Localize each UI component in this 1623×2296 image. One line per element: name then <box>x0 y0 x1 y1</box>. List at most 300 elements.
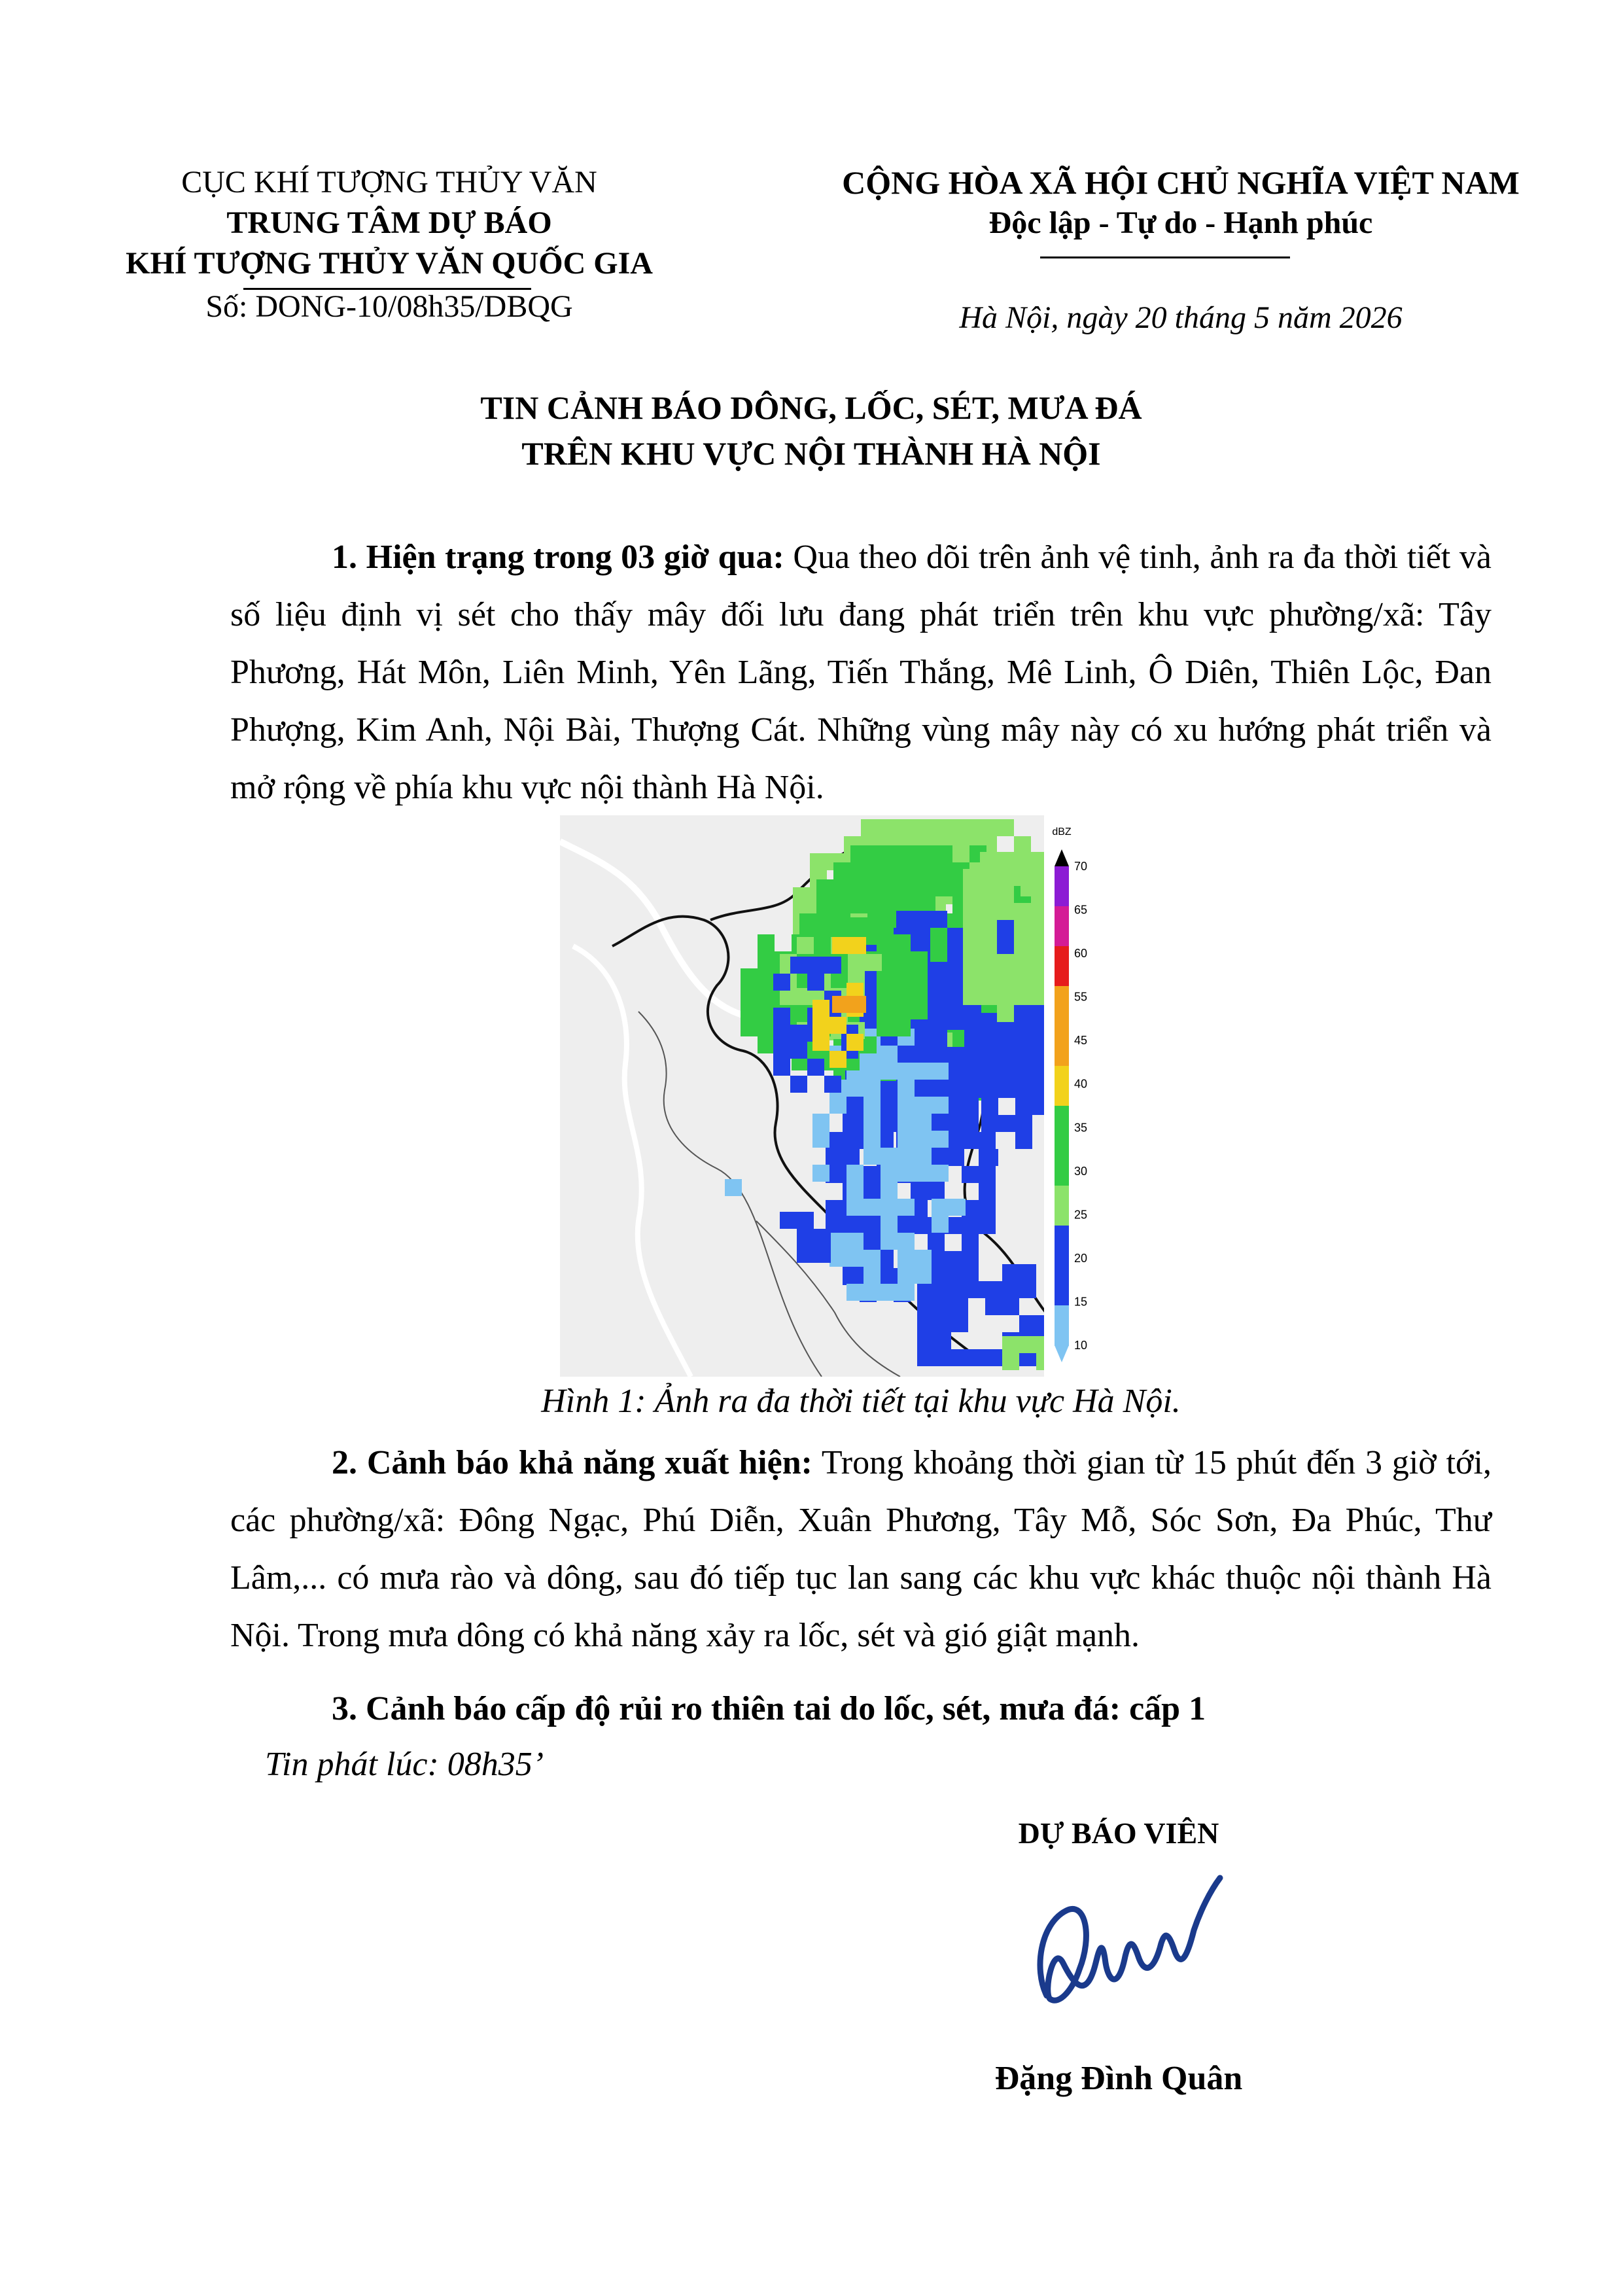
echo-green <box>826 917 843 934</box>
echo-light-green <box>997 852 1014 869</box>
echo-light-green <box>1019 1336 1036 1353</box>
echo-dark-blue <box>981 1098 998 1115</box>
echo-light-green <box>793 887 810 904</box>
echo-green <box>935 862 952 879</box>
echo-light-blue <box>846 1250 864 1267</box>
echo-light-green <box>963 937 980 954</box>
center-name-line1: TRUNG TÂM DỰ BÁO <box>226 205 552 240</box>
echo-light-green <box>1002 1336 1019 1353</box>
echo-light-green <box>997 1005 1014 1022</box>
echo-green <box>884 879 901 896</box>
echo-dark-blue <box>964 1064 981 1081</box>
echo-green <box>758 934 775 951</box>
document-number <box>98 287 680 327</box>
echo-dark-blue <box>913 1047 930 1064</box>
echo-dark-blue <box>1015 1013 1032 1030</box>
echo-light-blue <box>932 1131 949 1148</box>
echo-dark-blue <box>1019 1281 1036 1298</box>
colorbar-tick-label: 35 <box>1074 1121 1088 1135</box>
echo-dark-blue <box>985 1298 1002 1315</box>
echo-light-blue <box>864 1080 881 1097</box>
echo-green <box>758 1036 775 1053</box>
colorbar-band <box>1055 866 1069 907</box>
echo-dark-blue <box>780 1212 797 1229</box>
echo-green <box>816 896 833 913</box>
echo-dark-blue <box>843 1132 860 1149</box>
echo-light-blue <box>812 1114 829 1131</box>
echo-dark-blue <box>930 1013 947 1030</box>
echo-green <box>894 968 911 985</box>
echo-light-green <box>810 853 827 870</box>
echo-light-blue <box>846 1199 864 1216</box>
echo-dark-blue <box>951 1281 968 1298</box>
echo-light-green <box>963 869 980 886</box>
echo-dark-blue <box>1019 1315 1036 1332</box>
echo-dark-blue <box>962 1166 979 1183</box>
echo-green <box>935 879 952 896</box>
echo-light-green <box>980 852 997 869</box>
echo-dark-blue <box>979 1183 996 1200</box>
echo-light-blue <box>898 1250 915 1267</box>
echo-green <box>758 1002 775 1019</box>
echo-dark-blue <box>934 1349 951 1366</box>
echo-light-green <box>861 819 878 836</box>
echo-dark-blue <box>843 1217 860 1234</box>
echo-light-green <box>997 971 1014 988</box>
echo-dark-blue <box>945 1081 962 1098</box>
echo-dark-blue <box>814 1246 831 1263</box>
signature-mark <box>1021 1865 1243 2048</box>
echo-light-blue <box>881 1148 898 1165</box>
echo-dark-blue <box>928 1183 945 1200</box>
echo-light-blue <box>829 1097 846 1114</box>
echo-green <box>935 845 952 862</box>
echo-dark-blue <box>917 1298 934 1315</box>
echo-light-green <box>997 819 1014 836</box>
echo-dark-blue <box>979 1132 996 1149</box>
echo-light-green <box>980 920 997 937</box>
echo-light-blue <box>932 1216 949 1233</box>
echo-light-blue <box>932 1199 949 1216</box>
echo-light-green <box>997 869 1014 886</box>
echo-dark-blue <box>979 1217 996 1234</box>
echo-light-blue <box>881 1216 898 1233</box>
echo-light-green <box>1014 836 1031 853</box>
echo-light-blue <box>812 1131 829 1148</box>
echo-yellow <box>829 1051 846 1068</box>
echo-green <box>860 917 877 934</box>
echo-dark-blue <box>1002 1281 1019 1298</box>
echo-green <box>918 862 935 879</box>
header-left <box>98 162 680 327</box>
colorbar-tick-label: 55 <box>1074 990 1088 1004</box>
echo-light-green <box>1014 988 1031 1005</box>
colorbar-tick-label: 45 <box>1074 1034 1088 1048</box>
echo-green <box>850 845 867 862</box>
echo-dark-blue <box>843 1268 860 1285</box>
header-right <box>778 162 1583 243</box>
echo-dark-blue <box>979 1166 996 1183</box>
echo-light-blue <box>915 1250 932 1267</box>
echo-light-green <box>797 937 814 954</box>
echo-light-blue <box>864 1114 881 1131</box>
echo-dark-blue <box>947 996 964 1013</box>
echo-dark-blue <box>964 1013 981 1030</box>
echo-dark-blue <box>934 1332 951 1349</box>
echo-light-blue <box>846 1165 864 1182</box>
section-1-lead: 1. Hiện trạng trong 03 giờ qua: <box>332 539 784 576</box>
echo-light-green <box>895 819 912 836</box>
echo-light-blue <box>949 1199 966 1216</box>
signer-role: DỰ BÁO VIÊN <box>1018 1816 1219 1850</box>
echo-dark-blue <box>911 1183 928 1200</box>
colorbar-tick-label: 20 <box>1074 1251 1088 1265</box>
echo-light-blue <box>881 1284 898 1301</box>
echo-dark-blue <box>998 1081 1015 1098</box>
center-name-line2: KHÍ TƯỢNG THỦY VĂN QUỐC GIA <box>126 246 653 281</box>
colorbar-tick-label: 65 <box>1074 903 1088 917</box>
echo-dark-blue <box>930 962 947 979</box>
echo-dark-blue <box>790 1076 807 1093</box>
echo-light-blue <box>915 1063 932 1080</box>
section-1-body: Qua theo dõi trên ảnh vệ tinh, ảnh ra đa thời tiết và số liệu định vị sét cho thấy mây đối lưu đang phát triển trên khu vực phường/xã: Tây Phương, Hát Môn, Liên Minh, Yên Lãng, Tiến Thắng, Mê Linh, Ô Diên, Thiên Lộc, Đan Phượng, Kim Anh, Nội Bài, Thượng Cát. Những vùng mây này có xu hướng phát triển và mở rộng về phía khu vực nội thành Hà Nội. <box>230 539 1492 806</box>
echo-dark-blue <box>773 974 790 991</box>
motto-underline <box>1040 256 1290 258</box>
section-1 <box>230 529 1492 817</box>
echo-dark-blue <box>951 1264 968 1281</box>
echo-light-green <box>963 971 980 988</box>
echo-dark-blue <box>860 1217 877 1234</box>
colorbar-band <box>1055 1146 1069 1186</box>
echo-green <box>911 1002 928 1019</box>
echo-green <box>884 862 901 879</box>
echo-green <box>901 879 918 896</box>
echo-dark-blue <box>913 1030 930 1047</box>
echo-light-blue <box>864 1097 881 1114</box>
colorbar-band <box>1055 1066 1069 1106</box>
section-2-body: Trong khoảng thời gian từ 15 phút đến 3 giờ tới, các phường/xã: Đông Ngạc, Phú Diễn, Xuân Phương, Tây Mỗ, Sóc Sơn, Đa Phúc, Thư Lâm,... có mưa rào và dông, sau đó tiếp tục lan sang các khu vực khác thuộc nội thành Hà Nội. Trong mưa dông có khả năng xảy ra lốc, sét và gió giật mạnh. <box>230 1444 1492 1654</box>
echo-green <box>758 968 775 985</box>
echo-dark-blue <box>824 957 841 974</box>
document-number-prefix: Số: <box>205 289 256 324</box>
echo-light-blue <box>864 1267 881 1284</box>
echo-light-blue <box>898 1080 915 1097</box>
echo-green <box>867 896 884 913</box>
echo-light-blue <box>898 1131 915 1148</box>
section-2 <box>230 1434 1492 1665</box>
echo-dark-blue <box>998 928 1015 945</box>
echo-dark-blue <box>962 1132 979 1149</box>
echo-green <box>741 1019 758 1036</box>
echo-dark-blue <box>934 1315 951 1332</box>
echo-dark-blue <box>773 1042 790 1059</box>
echo-light-blue <box>915 1097 932 1114</box>
signer-name: Đặng Đình Quân <box>994 2060 1243 2097</box>
echo-green <box>894 1019 911 1036</box>
echo-light-green <box>1014 903 1031 920</box>
echo-green <box>850 896 867 913</box>
echo-light-blue <box>898 1114 915 1131</box>
echo-light-blue <box>846 1284 864 1301</box>
echo-light-green <box>980 886 997 903</box>
echo-dark-blue <box>962 1234 979 1251</box>
echo-dark-blue <box>930 1047 947 1064</box>
echo-light-green <box>963 903 980 920</box>
echo-dark-blue <box>998 1115 1015 1132</box>
republic-name: CỘNG HÒA XÃ HỘI CHỦ NGHĨA VIỆT NAM <box>842 164 1520 201</box>
echo-green <box>901 862 918 879</box>
echo-dark-blue <box>896 911 913 928</box>
echo-green <box>867 845 884 862</box>
echo-dark-blue <box>1015 1132 1032 1149</box>
issued-time: Tin phát lúc: 08h35’ <box>265 1746 544 1783</box>
echo-dark-blue <box>826 1200 843 1217</box>
echo-light-blue <box>898 1165 915 1182</box>
echo-green <box>833 862 850 879</box>
echo-dark-blue <box>913 928 930 945</box>
colorbar-tick-label: 10 <box>1074 1339 1088 1352</box>
echo-light-blue <box>932 1165 949 1182</box>
document-title <box>98 385 1524 476</box>
echo-dark-blue <box>807 974 824 991</box>
echo-light-green <box>1014 920 1031 937</box>
echo-dark-blue <box>1015 1030 1032 1047</box>
echo-yellow <box>829 1017 846 1034</box>
echo-dark-blue <box>951 1298 968 1315</box>
radar-map <box>560 815 1095 1377</box>
echo-dark-blue <box>773 1059 790 1076</box>
echo-green <box>850 862 867 879</box>
echo-dark-blue <box>951 1315 968 1332</box>
echo-dark-blue <box>964 1030 981 1047</box>
echo-light-blue <box>864 1063 881 1080</box>
echo-green <box>758 985 775 1002</box>
echo-green <box>833 879 850 896</box>
echo-dark-blue <box>930 1030 947 1047</box>
echo-green <box>833 896 850 913</box>
echo-light-blue <box>846 1080 864 1097</box>
echo-dark-blue <box>1015 1047 1032 1064</box>
echo-light-green <box>963 920 980 937</box>
echo-dark-blue <box>913 911 930 928</box>
echo-dark-blue <box>998 1030 1015 1047</box>
echo-dark-blue <box>911 1217 928 1234</box>
echo-light-blue <box>881 1165 898 1182</box>
echo-light-blue <box>864 1148 881 1165</box>
echo-light-green <box>963 988 980 1005</box>
echo-light-blue <box>915 1267 932 1284</box>
colorbar-band <box>1055 906 1069 947</box>
echo-dark-blue <box>947 928 964 945</box>
echo-dark-blue <box>797 1246 814 1263</box>
echo-yellow <box>832 937 849 954</box>
echo-green <box>741 985 758 1002</box>
echo-light-blue <box>898 1233 915 1250</box>
echo-light-blue <box>829 1250 846 1267</box>
echo-light-green <box>1014 937 1031 954</box>
echo-dark-blue <box>934 1298 951 1315</box>
echo-dark-blue <box>797 1212 814 1229</box>
echo-dark-blue <box>964 1081 981 1098</box>
colorbar-band <box>1055 946 1069 987</box>
echo-light-green <box>865 954 882 971</box>
echo-light-blue <box>898 1063 915 1080</box>
echo-light-blue <box>898 1267 915 1284</box>
echo-yellow <box>846 1034 864 1051</box>
echo-green <box>867 879 884 896</box>
echo-green <box>867 862 884 879</box>
echo-yellow <box>812 1000 829 1017</box>
echo-light-green <box>848 954 865 971</box>
echo-green <box>918 879 935 896</box>
colorbar-band <box>1055 1305 1069 1346</box>
echo-dark-blue <box>934 1264 951 1281</box>
radar-image <box>560 815 1095 1377</box>
handwritten-signature <box>1021 1865 1243 2048</box>
section-2-lead: 2. Cảnh báo khả năng xuất hiện: <box>332 1444 812 1481</box>
echo-green <box>894 934 911 951</box>
echo-orange <box>832 996 849 1013</box>
echo-yellow <box>812 1017 829 1034</box>
section-3: 3. Cảnh báo cấp độ rủi ro thiên tai do lốc, sét, mưa đá: cấp 1 <box>332 1690 1206 1727</box>
echo-dark-blue <box>962 1115 979 1132</box>
echo-green <box>911 951 928 968</box>
echo-green <box>816 879 833 896</box>
echo-light-blue <box>881 1199 898 1216</box>
echo-light-blue <box>915 1114 932 1131</box>
echo-dark-blue <box>985 1349 1002 1366</box>
colorbar-tick-label: 15 <box>1074 1295 1088 1309</box>
echo-dark-blue <box>1019 1264 1036 1281</box>
echo-light-green <box>997 954 1014 971</box>
echo-light-blue <box>864 1284 881 1301</box>
echo-light-blue <box>864 1131 881 1148</box>
agency-name: CỤC KHÍ TƯỢNG THỦY VĂN <box>181 165 597 200</box>
echo-green <box>894 1002 911 1019</box>
echo-light-blue <box>864 1250 881 1267</box>
echo-dark-blue <box>947 1064 964 1081</box>
title-line2: TRÊN KHU VỰC NỘI THÀNH HÀ NỘI <box>521 435 1101 472</box>
colorbar-band <box>1055 1265 1069 1306</box>
echo-light-blue <box>932 1063 949 1080</box>
echo-dark-blue <box>1002 1298 1019 1315</box>
echo-light-blue <box>915 1131 932 1148</box>
motto: Độc lập - Tự do - Hạnh phúc <box>988 205 1373 240</box>
echo-light-blue <box>898 1199 915 1216</box>
header-left-underline <box>243 288 531 290</box>
echo-dark-blue <box>981 1081 998 1098</box>
echo-light-blue <box>915 1148 932 1165</box>
echo-dark-blue <box>896 1047 913 1064</box>
echo-light-green <box>963 886 980 903</box>
echo-light-green <box>980 819 997 836</box>
echo-light-green <box>963 819 980 836</box>
echo-dark-blue <box>807 957 824 974</box>
echo-green <box>894 951 911 968</box>
echo-light-green <box>980 869 997 886</box>
echo-green <box>758 1019 775 1036</box>
echo-green <box>809 917 826 934</box>
echo-light-blue <box>864 1199 881 1216</box>
colorbar-tick-label: 30 <box>1074 1164 1088 1178</box>
echo-light-green <box>980 971 997 988</box>
echo-dark-blue <box>981 1115 998 1132</box>
echo-green <box>884 845 901 862</box>
echo-light-blue <box>725 1179 742 1196</box>
echo-dark-blue <box>1002 1264 1019 1281</box>
figure-caption: Hình 1: Ảnh ra đa thời tiết tại khu vực Hà Nội. <box>541 1383 1181 1420</box>
echo-green <box>741 968 758 985</box>
echo-dark-blue <box>947 945 964 962</box>
echo-light-blue <box>915 1165 932 1182</box>
echo-green <box>741 1002 758 1019</box>
colorbar-band <box>1055 986 1069 1027</box>
echo-dark-blue <box>945 1149 962 1166</box>
colorbar-band <box>1055 1106 1069 1146</box>
echo-dark-blue <box>773 1008 790 1025</box>
echo-orange <box>849 996 866 1013</box>
echo-green <box>850 879 867 896</box>
echo-green <box>894 985 911 1002</box>
echo-light-blue <box>881 1063 898 1080</box>
echo-dark-blue <box>985 1281 1002 1298</box>
echo-dark-blue <box>968 1349 985 1366</box>
echo-green <box>843 917 860 934</box>
echo-light-green <box>980 988 997 1005</box>
radar-colorbar <box>1044 815 1095 1377</box>
echo-dark-blue <box>947 1013 964 1030</box>
echo-light-blue <box>881 1233 898 1250</box>
echo-dark-blue <box>951 1349 968 1366</box>
echo-light-blue <box>846 1182 864 1199</box>
echo-dark-blue <box>1015 1064 1032 1081</box>
echo-dark-blue <box>917 1332 934 1349</box>
echo-dark-blue <box>981 1013 998 1030</box>
colorbar-tick-label: 60 <box>1074 947 1088 961</box>
echo-light-blue <box>932 1097 949 1114</box>
echo-green <box>877 917 894 934</box>
echo-dark-blue <box>979 1200 996 1217</box>
echo-dark-blue <box>1015 1115 1032 1132</box>
echo-dark-blue <box>962 1098 979 1115</box>
echo-green <box>918 845 935 862</box>
echo-dark-blue <box>824 1076 841 1093</box>
echo-light-green <box>1014 971 1031 988</box>
echo-dark-blue <box>934 1281 951 1298</box>
echo-light-green <box>1002 1353 1019 1370</box>
echo-dark-blue <box>928 1234 945 1251</box>
echo-dark-blue <box>826 1149 843 1166</box>
echo-dark-blue <box>843 1115 860 1132</box>
echo-dark-blue <box>930 979 947 996</box>
colorbar-background <box>1044 815 1095 1377</box>
echo-dark-blue <box>814 1229 831 1246</box>
echo-dark-blue <box>773 1025 790 1042</box>
colorbar-unit: dBZ <box>1052 826 1072 838</box>
echo-light-green <box>1014 852 1031 869</box>
echo-dark-blue <box>981 1047 998 1064</box>
echo-light-green <box>980 954 997 971</box>
colorbar-tick-label: 25 <box>1074 1208 1088 1222</box>
echo-light-blue <box>898 1148 915 1165</box>
echo-dark-blue <box>998 1047 1015 1064</box>
colorbar-band <box>1055 1226 1069 1266</box>
echo-green <box>877 1019 894 1036</box>
echo-light-blue <box>898 1097 915 1114</box>
echo-dark-blue <box>1015 1098 1032 1115</box>
echo-light-green <box>997 903 1014 920</box>
echo-dark-blue <box>981 1030 998 1047</box>
